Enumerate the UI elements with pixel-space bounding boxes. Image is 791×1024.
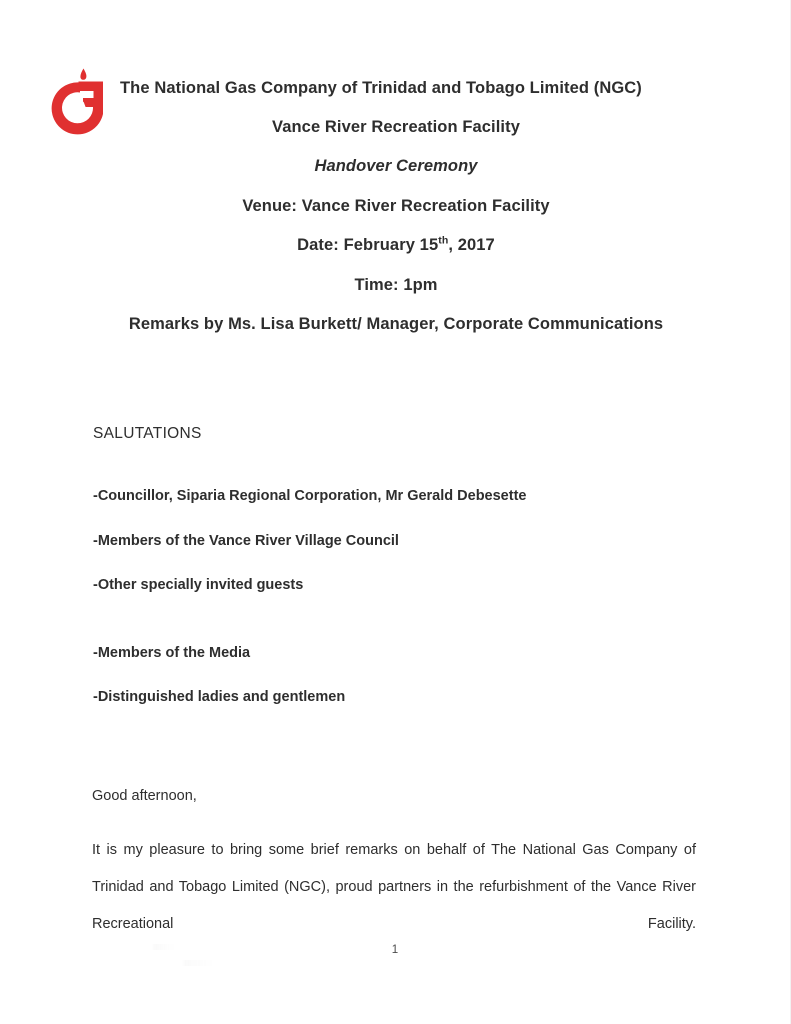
header-date-prefix: Date: February 15	[297, 236, 439, 254]
salutation-item: -Members of the Vance River Village Council	[93, 532, 399, 549]
header-date	[96, 234, 696, 254]
header-venue: Venue: Vance River Recreation Facility	[242, 196, 550, 215]
header-date-suffix: , 2017	[448, 236, 495, 254]
header-facility-name: Vance River Recreation Facility	[272, 117, 520, 136]
ngc-logo-icon	[50, 66, 110, 138]
body-greeting: Good afternoon,	[92, 788, 197, 804]
header-date-ordinal: th	[438, 234, 449, 247]
header-remarks-by: Remarks by Ms. Lisa Burkett/ Manager, Corporate Communications	[128, 315, 664, 333]
salutation-item: -Other specially invited guests	[93, 577, 304, 593]
salutations-heading: SALUTATIONS	[93, 425, 202, 442]
page-number: 1	[391, 944, 399, 956]
body-paragraph: It is my pleasure to bring some brief remarks on behalf of The National Gas Company of Trinidad and Tobago Limited (NGC), proud partners in the refurbishment of the Vance River Recreational Facility.	[92, 841, 696, 932]
salutations-list	[93, 489, 713, 705]
salutation-item: -Members of the Media	[93, 644, 251, 661]
header-event-name: Handover Ceremony	[314, 157, 478, 175]
document-header	[96, 80, 696, 333]
header-company-title: The National Gas Company of Trinidad and Tobago Limited (NGC)	[120, 79, 642, 97]
salutation-item: -Councillor, Siparia Regional Corporation, Mr Gerald Debesette	[93, 488, 527, 504]
salutation-item: -Distinguished ladies and gentlemen	[93, 689, 346, 705]
header-time: Time: 1pm	[354, 275, 438, 294]
